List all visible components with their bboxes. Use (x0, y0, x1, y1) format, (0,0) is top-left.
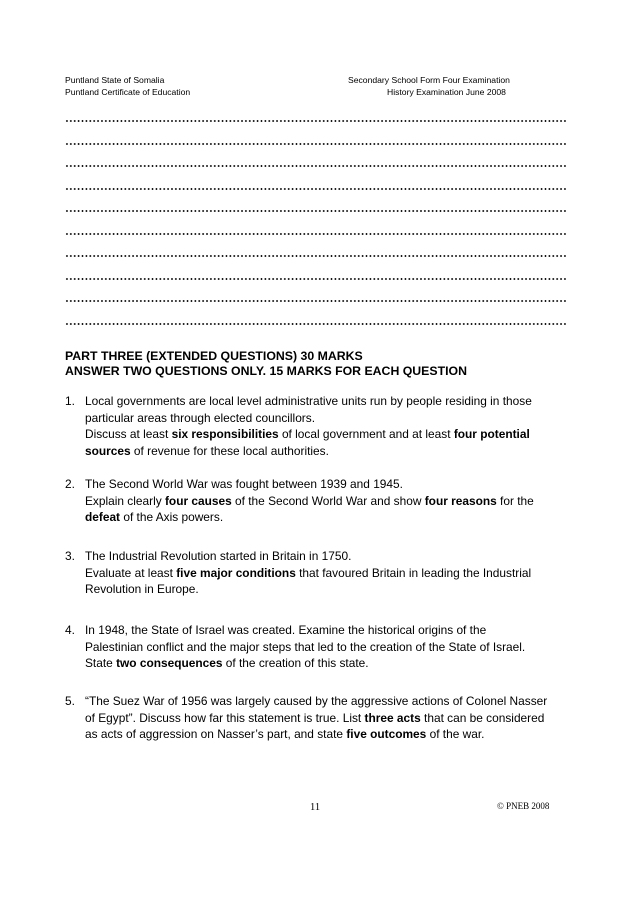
answer-line (65, 180, 567, 190)
answer-line (65, 270, 567, 280)
answer-line (65, 315, 567, 325)
header-left (65, 74, 190, 98)
question-text: State two consequences of the creation of this state. (85, 656, 369, 670)
question-number: 5. (65, 694, 75, 708)
emphasis: four potential (453, 427, 530, 441)
answer-line (65, 135, 567, 145)
answer-lines (65, 112, 567, 337)
part-instruction: ANSWER TWO QUESTIONS ONLY. 15 MARKS FOR EACH QUESTION (65, 364, 467, 378)
question-text: of Egypt”. Discuss how far this statement is true. List three acts that can be considered (85, 710, 545, 725)
question-text: In 1948, the State of Israel was created. Examine the historical origins of the (85, 623, 487, 637)
emphasis: four reasons (424, 493, 497, 508)
question-text: particular areas through elected councillors. (85, 410, 316, 425)
answer-line (65, 247, 567, 257)
answer-line (65, 157, 567, 167)
page-number: 11 (310, 802, 321, 813)
question-text: The Industrial Revolution started in Britain in 1750. (85, 549, 352, 563)
part-title: PART THREE (EXTENDED QUESTIONS) 30 MARKS (65, 349, 363, 363)
answer-line (65, 112, 567, 122)
question-text: The Second World War was fought between 1939 and 1945. (85, 477, 403, 491)
question-text: Palestinian conflict and the major steps that led to the creation of the State of Israel. (85, 639, 526, 654)
question-number: 4. (65, 623, 75, 637)
answer-line (65, 202, 567, 212)
copyright: © PNEB 2008 (497, 801, 550, 811)
emphasis: two consequences (116, 656, 223, 670)
emphasis: four causes (164, 493, 232, 508)
question-text: Local governments are local level administrative units run by people residing in those (85, 394, 532, 408)
question-number: 1. (65, 394, 75, 408)
emphasis: three acts (364, 710, 421, 725)
question-text: as acts of aggression on Nasser’s part, and state five outcomes of the war. (85, 727, 485, 741)
header-exam-subject: History Examination June 2008 (387, 87, 506, 97)
emphasis: defeat (85, 510, 121, 524)
emphasis: five outcomes (346, 727, 427, 741)
question-number: 2. (65, 477, 75, 491)
answer-line (65, 225, 567, 235)
question-text: “The Suez War of 1956 was largely caused by the aggressive actions of Colonel Nasser (85, 694, 548, 708)
question-text: Discuss at least six responsibilities of local government and at least four potential (85, 427, 530, 441)
question-text: Revolution in Europe. (85, 582, 199, 596)
question-1 (65, 393, 575, 459)
question-2 (65, 476, 575, 526)
question-text: defeat of the Axis powers. (85, 510, 224, 524)
question-text: Explain clearly four causes of the Second World War and show four reasons for the (85, 493, 534, 508)
question-text: sources of revenue for these local authorities. (85, 443, 329, 458)
question-text: Evaluate at least five major conditions that favoured Britain in leading the Industrial (85, 565, 532, 580)
question-4 (65, 622, 575, 672)
question-3 (65, 548, 575, 598)
answer-line (65, 292, 567, 302)
emphasis: five major conditions (176, 565, 296, 580)
question-5 (65, 693, 575, 743)
emphasis: six responsibilities (171, 427, 279, 441)
emphasis: sources (85, 443, 131, 458)
question-number: 3. (65, 549, 75, 563)
header-certificate: Puntland Certificate of Education (65, 87, 191, 97)
header-exam-level: Secondary School Form Four Examination (348, 75, 510, 85)
header-state: Puntland State of Somalia (65, 75, 165, 85)
